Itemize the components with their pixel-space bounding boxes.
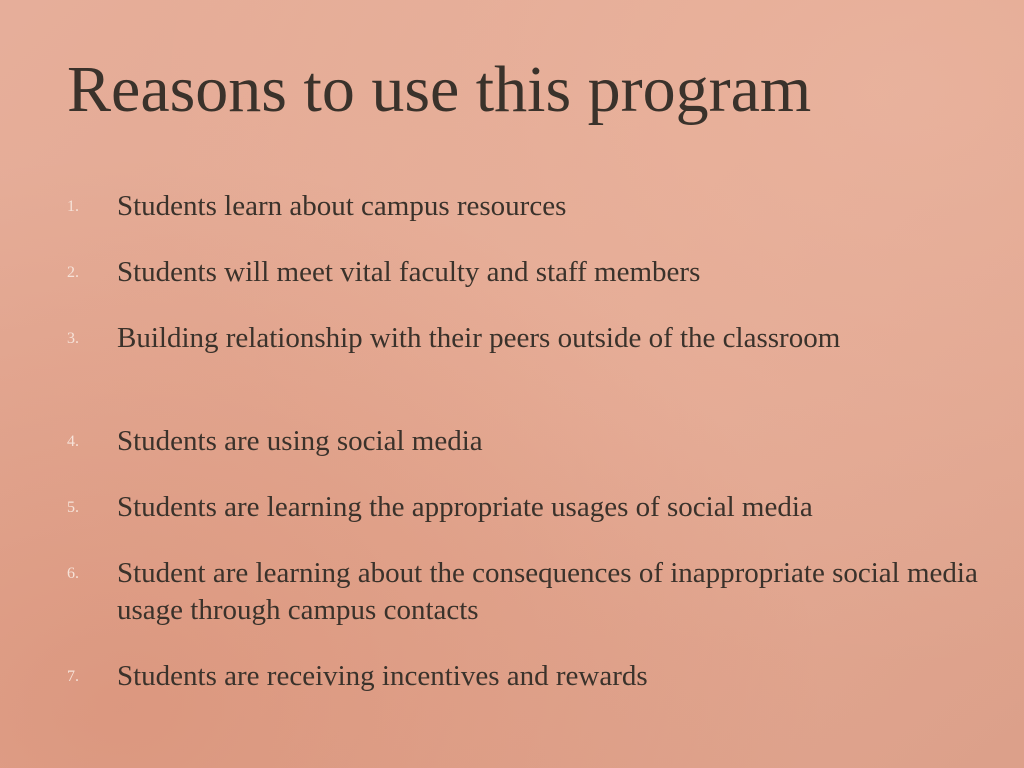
list-number: 1. [67, 198, 79, 215]
list-item-text: Students learn about campus resources [117, 190, 567, 222]
list-item-text: Students are receiving incentives and rewards [117, 660, 648, 692]
slide-title: Reasons to use this program [67, 53, 812, 126]
list-number: 4. [67, 433, 79, 450]
list-number: 2. [67, 264, 79, 281]
list-number: 5. [67, 499, 79, 516]
list-item-text: Students are using social media [117, 425, 483, 457]
list-item-text: Students are learning the appropriate usages of social media [117, 491, 813, 523]
list-item-text: Student are learning about the consequences of inappropriate social media usage through campus contacts [117, 557, 978, 626]
list-number: 7. [67, 668, 79, 685]
list-number: 3. [67, 330, 79, 347]
list-item-text: Students will meet vital faculty and staff members [117, 256, 701, 288]
list-number: 6. [67, 565, 79, 582]
list-item-text: Building relationship with their peers outside of the classroom [117, 322, 841, 354]
